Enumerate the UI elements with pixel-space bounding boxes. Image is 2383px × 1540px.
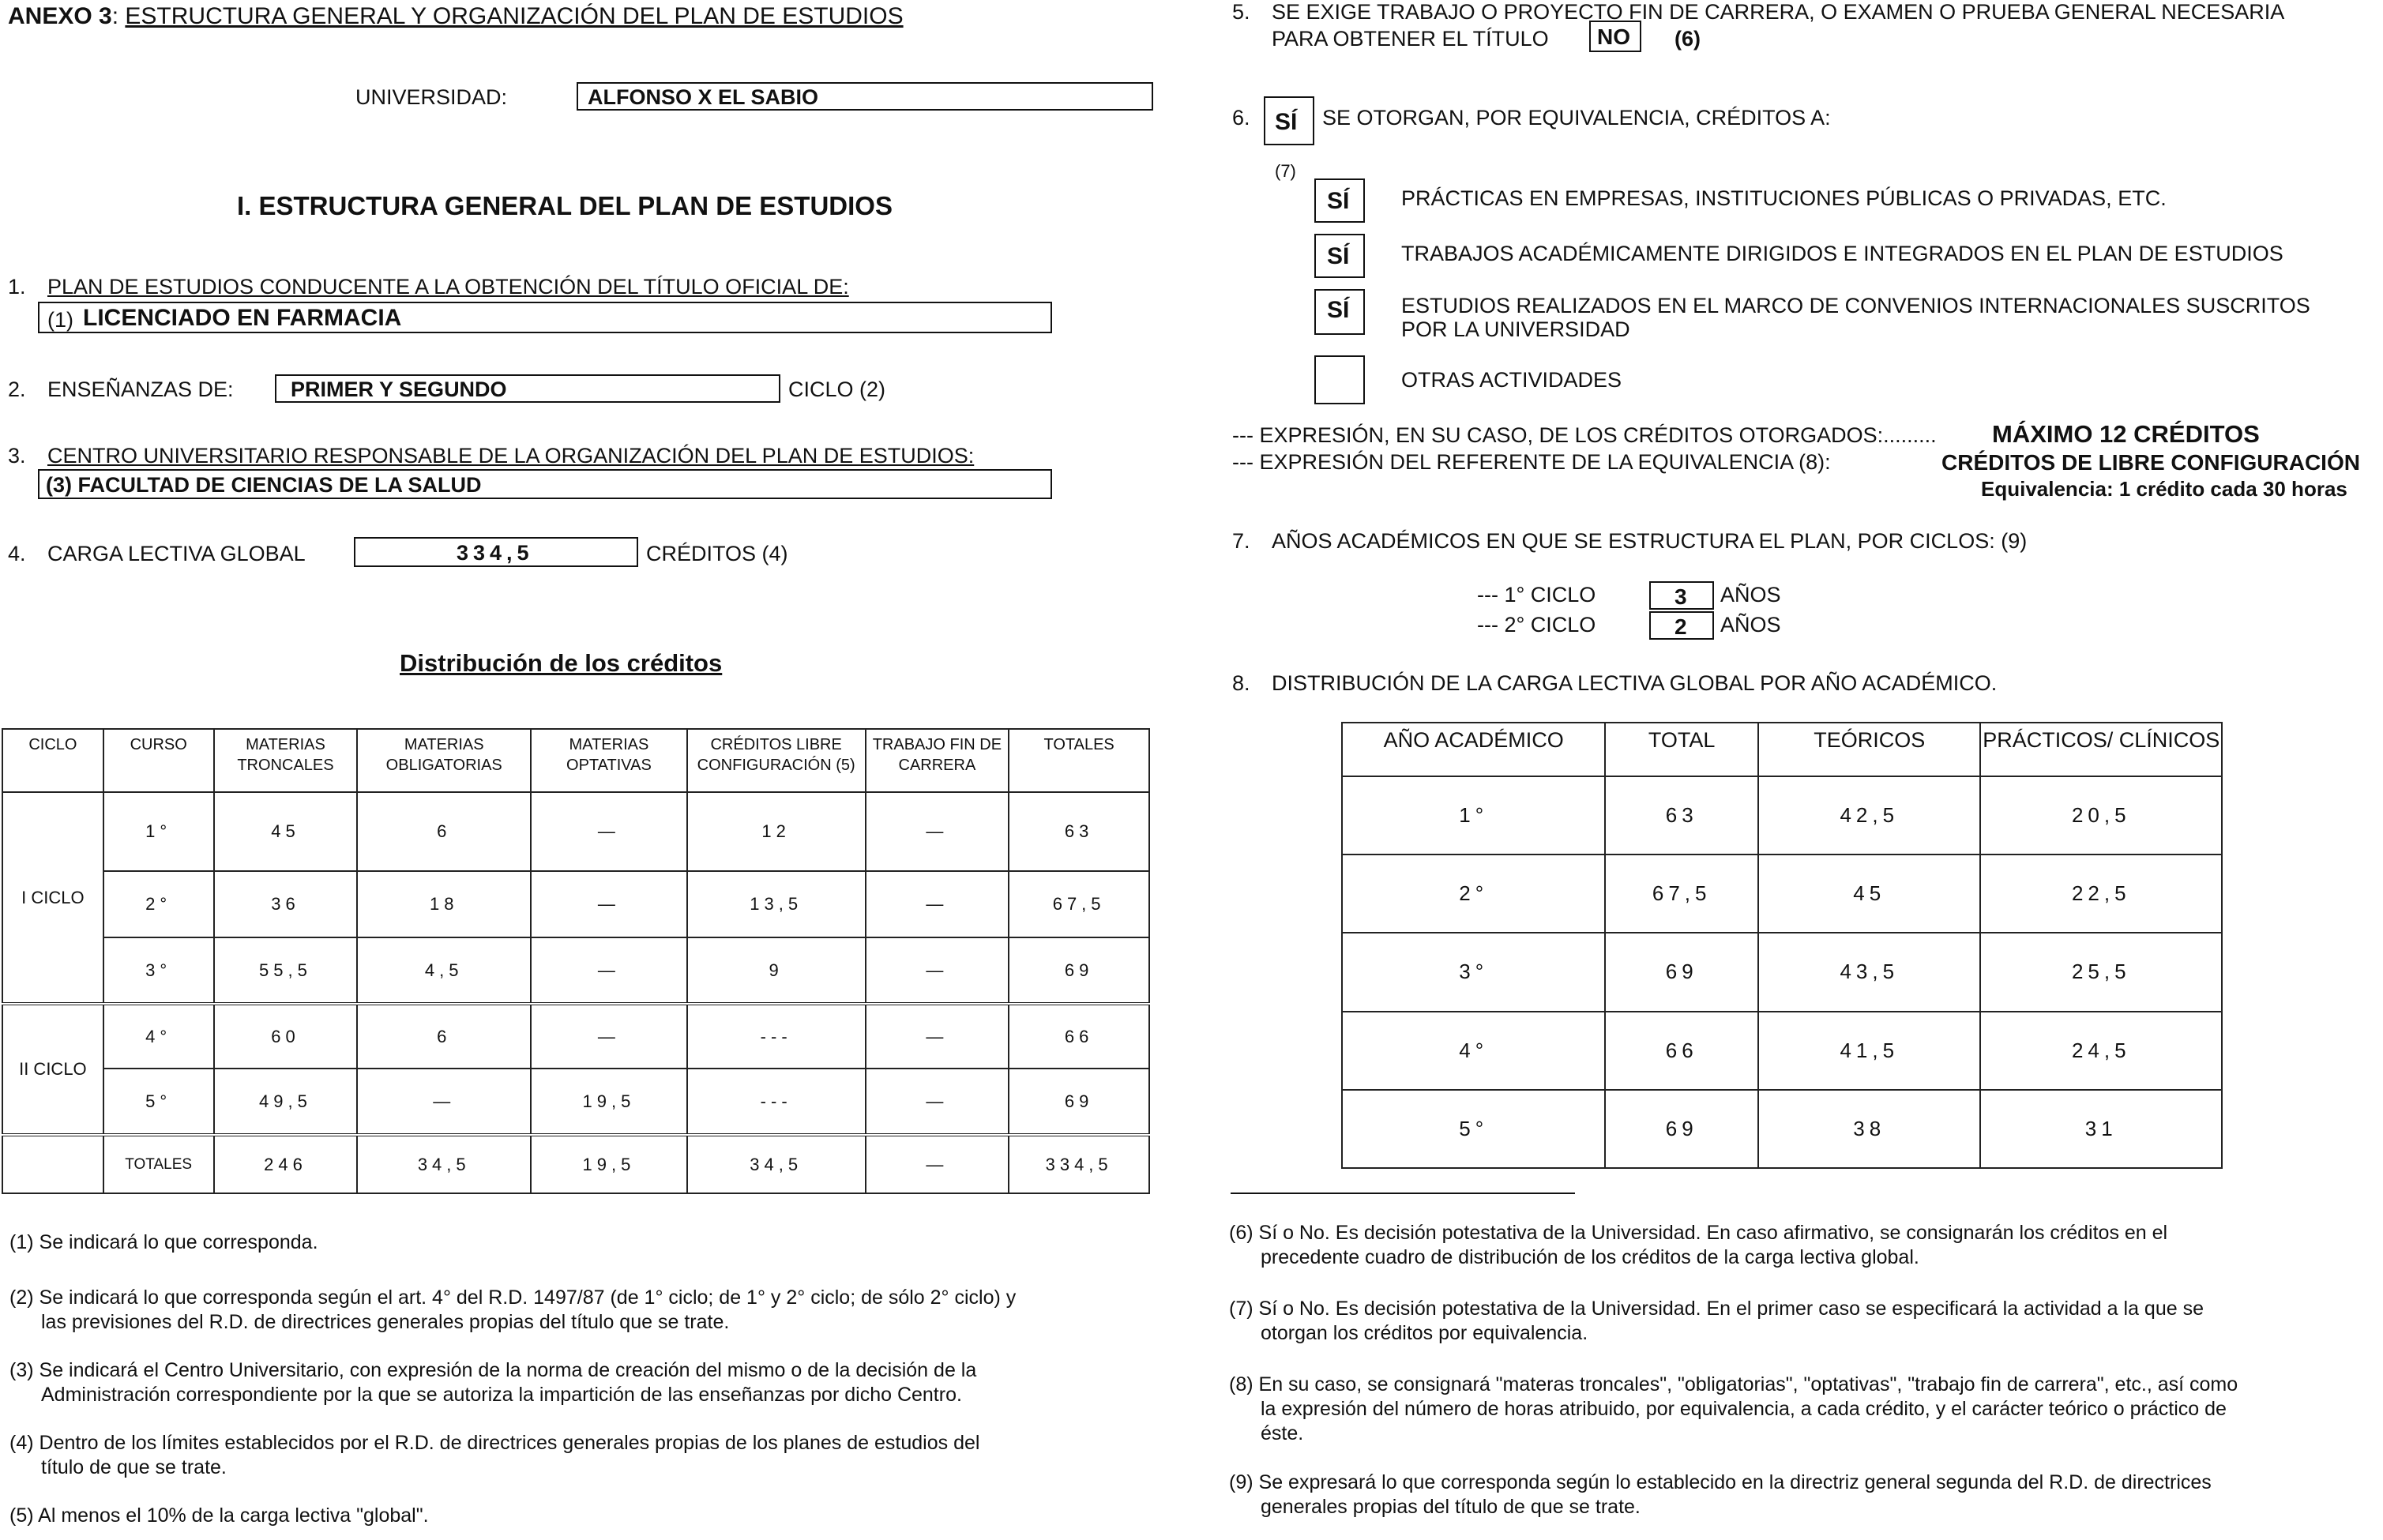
footnote-6 <box>1229 1221 2374 1270</box>
table-cell: 38 <box>1758 1090 1980 1168</box>
distribution-title: Distribución de los créditos <box>400 649 723 677</box>
footnote-num: (4) <box>9 1432 34 1454</box>
table-row <box>1342 855 2222 933</box>
table-cell: — <box>866 937 1009 1004</box>
expr2-value-2: Equivalencia: 1 crédito cada 30 horas <box>1981 477 2347 501</box>
credits-distribution-table <box>2 728 1150 1194</box>
item8-label: DISTRIBUCIÓN DE LA CARGA LECTIVA GLOBAL POR AÑO ACADÉMICO. <box>1272 671 1998 695</box>
expr1-label: --- EXPRESIÓN, EN SU CASO, DE LOS CRÉDITOS OTORGADOS:......... <box>1232 423 1937 447</box>
item1-label: PLAN DE ESTUDIOS CONDUCENTE A LA OBTENCIÓN DEL TÍTULO OFICIAL DE: <box>47 275 849 299</box>
footnote-text: Dentro de los límites establecidos por el R.D. de directrices generales propias de los planes de estudios del <box>39 1432 980 1454</box>
table-cell: 4,5 <box>357 937 531 1004</box>
footnote-2 <box>9 1286 1155 1335</box>
item6-num: 6. <box>1232 106 1250 130</box>
table-header-row <box>1342 723 2222 776</box>
footnote-text: Se indicará lo que corresponda. <box>39 1231 318 1253</box>
option-box <box>1314 234 1365 278</box>
item5-value: NO <box>1597 24 1630 49</box>
item3-label: CENTRO UNIVERSITARIO RESPONSABLE DE LA ORGANIZACIÓN DEL PLAN DE ESTUDIOS: <box>47 444 975 468</box>
header-cell: CICLO <box>2 729 103 792</box>
header-cell: AÑO ACADÉMICO <box>1342 723 1605 776</box>
item6-note: (7) <box>1275 161 1296 181</box>
option-label: TRABAJOS ACADÉMICAMENTE DIRIGIDOS E INTEGRADOS EN EL PLAN DE ESTUDIOS <box>1401 242 2283 265</box>
item8-num: 8. <box>1232 671 1250 695</box>
table-cell: 42,5 <box>1758 776 1980 855</box>
footnote-divider <box>1231 1193 1575 1194</box>
annex-heading: ANEXO 3: ESTRUCTURA GENERAL Y ORGANIZACIÓN DEL PLAN DE ESTUDIOS <box>8 3 904 29</box>
item6-value: SÍ <box>1275 109 1298 135</box>
ciclo2-label: --- 2° CICLO <box>1477 613 1596 637</box>
table-cell: 69 <box>1605 933 1758 1011</box>
table-row <box>2 937 1149 1004</box>
table-cell: 22,5 <box>1980 855 2222 933</box>
option-box <box>1314 289 1365 335</box>
table-cell: — <box>866 792 1009 871</box>
table-cell: 1° <box>1342 776 1605 855</box>
header-cell: MATERIAS OPTATIVAS <box>531 729 687 792</box>
header-cell: MATERIAS TRONCALES <box>214 729 358 792</box>
universidad-label: UNIVERSIDAD: <box>355 85 508 109</box>
footnote-8 <box>1229 1373 2374 1446</box>
table-cell: — <box>531 871 687 937</box>
totals-row <box>2 1135 1149 1193</box>
footnote-text: Se expresará lo que corresponda según lo establecido en la directriz general segunda del R.D. de directrices <box>1258 1471 2212 1493</box>
table-cell: — <box>357 1069 531 1135</box>
table-cell: — <box>866 1135 1009 1193</box>
table-cell: 13,5 <box>687 871 866 937</box>
item4-field <box>354 537 638 567</box>
table-cell: 34,5 <box>687 1135 866 1193</box>
table-cell: 45 <box>1758 855 1980 933</box>
item7-label: AÑOS ACADÉMICOS EN QUE SE ESTRUCTURA EL PLAN, POR CICLOS: (9) <box>1272 529 2028 553</box>
item5-line1: SE EXIGE TRABAJO O PROYECTO FIN DE CARRERA, O EXAMEN O PRUEBA GENERAL NECESARIA <box>1272 0 2285 24</box>
table-cell: — <box>866 871 1009 937</box>
footnote-text: En su caso, se consignará "materas troncales", "obligatorias", "optativas", "trabajo fin de carrera", etc., así como <box>1258 1373 2238 1395</box>
footnote-text: éste. <box>1261 1422 1304 1444</box>
option-mark: SÍ <box>1327 297 1350 323</box>
item1-value: LICENCIADO EN FARMACIA <box>83 305 402 331</box>
table-cell: 9 <box>687 937 866 1004</box>
footnote-text: generales propias del título de que se trate. <box>1261 1496 1641 1518</box>
ciclo1-label: --- 1° CICLO <box>1477 583 1596 607</box>
table-cell: 25,5 <box>1980 933 2222 1011</box>
footnote-num: (2) <box>9 1286 34 1309</box>
table-cell: 66 <box>1009 1004 1149 1069</box>
totals-label: TOTALES <box>103 1135 214 1193</box>
table-cell: — <box>531 792 687 871</box>
option-mark: SÍ <box>1327 243 1350 269</box>
table-cell: 334,5 <box>1009 1135 1149 1193</box>
footnote-num: (7) <box>1229 1298 1254 1320</box>
item1-num: 1. <box>8 275 26 299</box>
expr2-value: CRÉDITOS DE LIBRE CONFIGURACIÓN <box>1941 450 2360 475</box>
table-cell: 31 <box>1980 1090 2222 1168</box>
option-label-2: POR LA UNIVERSIDAD <box>1401 317 1630 341</box>
option-label: OTRAS ACTIVIDADES <box>1401 368 1622 392</box>
table-cell: 41,5 <box>1758 1012 1980 1090</box>
table-cell: 2° <box>1342 855 1605 933</box>
item2-num: 2. <box>8 377 26 401</box>
footnote-3 <box>9 1358 1155 1407</box>
footnote-9 <box>1229 1471 2374 1519</box>
universidad-value: ALFONSO X EL SABIO <box>588 85 819 109</box>
table-row <box>2 792 1149 871</box>
table-cell: 45 <box>214 792 358 871</box>
table-cell: 34,5 <box>357 1135 531 1193</box>
year-distribution-table <box>1341 722 2223 1169</box>
item7-num: 7. <box>1232 529 1250 553</box>
footnote-text: otorgan los créditos por equivalencia. <box>1261 1322 1588 1344</box>
table-header-row <box>2 729 1149 792</box>
table-cell: — <box>531 1004 687 1069</box>
table-cell: 6 <box>357 792 531 871</box>
footnote-text: Administración correspondiente por la que se autoriza la impartición de las enseñanzas por dicho Centro. <box>41 1384 962 1406</box>
item1-note: (1) <box>47 308 73 332</box>
item5-field <box>1589 21 1641 52</box>
table-cell: 5° <box>103 1069 214 1135</box>
ciclo1-field <box>1649 581 1714 610</box>
option-box <box>1314 178 1365 223</box>
table-cell: 18 <box>357 871 531 937</box>
item5-line2: PARA OBTENER EL TÍTULO <box>1272 27 1549 51</box>
header-cell: TOTALES <box>1009 729 1149 792</box>
item2-value: PRIMER Y SEGUNDO <box>291 377 507 401</box>
footnote-text: Sí o No. Es decisión potestativa de la Universidad. En caso afirmativo, se consignarán los créditos en el <box>1258 1222 2168 1244</box>
footnote-text: Al menos el 10% de la carga lectiva "global". <box>38 1504 429 1527</box>
table-cell: — <box>531 937 687 1004</box>
table-cell: 24,5 <box>1980 1012 2222 1090</box>
annex-title: ESTRUCTURA GENERAL Y ORGANIZACIÓN DEL PLAN DE ESTUDIOS <box>125 3 904 29</box>
item2-suffix: CICLO (2) <box>788 377 886 401</box>
table-cell: 67,5 <box>1009 871 1149 937</box>
item6-label: SE OTORGAN, POR EQUIVALENCIA, CRÉDITOS A: <box>1322 106 1831 130</box>
item4-suffix: CRÉDITOS (4) <box>646 542 788 565</box>
table-cell: 2° <box>103 871 214 937</box>
expr1-value: MÁXIMO 12 CRÉDITOS <box>1992 420 2260 448</box>
footnote-num: (5) <box>9 1504 34 1527</box>
ciclo1-unit: AÑOS <box>1720 583 1781 607</box>
table-row <box>2 1069 1149 1135</box>
ciclo2-unit: AÑOS <box>1720 613 1781 637</box>
ciclo1-value: 3 <box>1674 584 1687 609</box>
table-cell: 69 <box>1009 1069 1149 1135</box>
header-cell: TOTAL <box>1605 723 1758 776</box>
footnote-text: Se indicará lo que corresponda según el art. 4° del R.D. 1497/87 (de 1° ciclo; de 1° y 2° ciclo; de sólo 2° ciclo) y <box>39 1286 1017 1309</box>
table-cell: 63 <box>1605 776 1758 855</box>
table-cell: 246 <box>214 1135 358 1193</box>
expr2-label: --- EXPRESIÓN DEL REFERENTE DE LA EQUIVALENCIA (8): <box>1232 450 1831 474</box>
item3-value: (3) FACULTAD DE CIENCIAS DE LA SALUD <box>46 473 482 497</box>
option-mark: SÍ <box>1327 188 1350 214</box>
footnote-num: (6) <box>1229 1222 1254 1244</box>
ciclo2-value: 2 <box>1674 614 1687 639</box>
footnote-4 <box>9 1431 1155 1480</box>
footnote-text: precedente cuadro de distribución de los créditos de la carga lectiva global. <box>1261 1246 1919 1268</box>
header-cell: CURSO <box>103 729 214 792</box>
table-cell: 1° <box>103 792 214 871</box>
footnote-num: (1) <box>9 1231 34 1253</box>
ciclo-cell: II CICLO <box>2 1004 103 1135</box>
item4-num: 4. <box>8 542 26 565</box>
table-cell: 63 <box>1009 792 1149 871</box>
table-row <box>1342 776 2222 855</box>
header-cell: MATERIAS OBLIGATORIAS <box>357 729 531 792</box>
item2-field <box>275 374 780 403</box>
table-cell: 5° <box>1342 1090 1605 1168</box>
footnote-num: (8) <box>1229 1373 1254 1395</box>
footnote-5 <box>9 1504 1155 1528</box>
table-cell: 20,5 <box>1980 776 2222 855</box>
item3-field <box>38 469 1052 499</box>
table-cell: — <box>866 1069 1009 1135</box>
table-cell: 4° <box>103 1004 214 1069</box>
table-cell: 60 <box>214 1004 358 1069</box>
item1-field <box>38 302 1052 333</box>
table-cell: 19,5 <box>531 1069 687 1135</box>
footnote-num: (9) <box>1229 1471 1254 1493</box>
item5-num: 5. <box>1232 0 1250 24</box>
footnote-7 <box>1229 1297 2374 1346</box>
option-label: PRÁCTICAS EN EMPRESAS, INSTITUCIONES PÚBLICAS O PRIVADAS, ETC. <box>1401 186 2167 210</box>
footnote-text: Se indicará el Centro Universitario, con expresión de la norma de creación del mismo o de la decisión de la <box>39 1359 977 1381</box>
item5-note: (6) <box>1674 27 1701 51</box>
item3-num: 3. <box>8 444 26 468</box>
footnote-text: la expresión del número de horas atribuido, por equivalencia, a cada crédito, y el carácter teórico o práctico de <box>1261 1398 2227 1420</box>
table-cell: 3° <box>1342 933 1605 1011</box>
annex-label: ANEXO 3 <box>8 3 112 29</box>
item4-value: 334,5 <box>457 541 534 565</box>
table-cell: 55,5 <box>214 937 358 1004</box>
table-cell: 6 <box>357 1004 531 1069</box>
table-cell: 49,5 <box>214 1069 358 1135</box>
footnote-text: Sí o No. Es decisión potestativa de la Universidad. En el primer caso se especificará la actividad a la que se <box>1258 1298 2204 1320</box>
table-cell: 69 <box>1009 937 1149 1004</box>
item4-label: CARGA LECTIVA GLOBAL <box>47 542 306 565</box>
table-row <box>2 871 1149 937</box>
table-row <box>1342 1090 2222 1168</box>
footnote-num: (3) <box>9 1359 34 1381</box>
table-cell: 4° <box>1342 1012 1605 1090</box>
item6-field <box>1264 96 1314 145</box>
table-cell: 43,5 <box>1758 933 1980 1011</box>
table-row <box>1342 933 2222 1011</box>
header-cell: TRABAJO FIN DE CARRERA <box>866 729 1009 792</box>
table-cell: 69 <box>1605 1090 1758 1168</box>
table-cell: --- <box>687 1004 866 1069</box>
section-title: I. ESTRUCTURA GENERAL DEL PLAN DE ESTUDIOS <box>237 191 893 220</box>
table-cell: 19,5 <box>531 1135 687 1193</box>
header-cell: TEÓRICOS <box>1758 723 1980 776</box>
table-cell: 3° <box>103 937 214 1004</box>
table-cell: 12 <box>687 792 866 871</box>
item2-label: ENSEÑANZAS DE: <box>47 377 234 401</box>
table-row <box>1342 1012 2222 1090</box>
table-row <box>2 1004 1149 1069</box>
table-cell <box>2 1135 103 1193</box>
option-box <box>1314 355 1365 404</box>
table-cell: 67,5 <box>1605 855 1758 933</box>
header-cell: PRÁCTICOS/ CLÍNICOS <box>1980 723 2222 776</box>
footnote-1 <box>9 1230 1155 1255</box>
header-cell: CRÉDITOS LIBRE CONFIGURACIÓN (5) <box>687 729 866 792</box>
table-cell: 36 <box>214 871 358 937</box>
table-cell: --- <box>687 1069 866 1135</box>
table-cell: 66 <box>1605 1012 1758 1090</box>
footnote-text: título de que se trate. <box>41 1456 227 1478</box>
ciclo2-field <box>1649 611 1714 640</box>
ciclo-cell: I CICLO <box>2 792 103 1004</box>
table-cell: — <box>866 1004 1009 1069</box>
universidad-field <box>577 82 1153 111</box>
footnote-text: las previsiones del R.D. de directrices generales propias del título que se trate. <box>41 1311 730 1333</box>
option-label: ESTUDIOS REALIZADOS EN EL MARCO DE CONVENIOS INTERNACIONALES SUSCRITOS <box>1401 294 2310 317</box>
